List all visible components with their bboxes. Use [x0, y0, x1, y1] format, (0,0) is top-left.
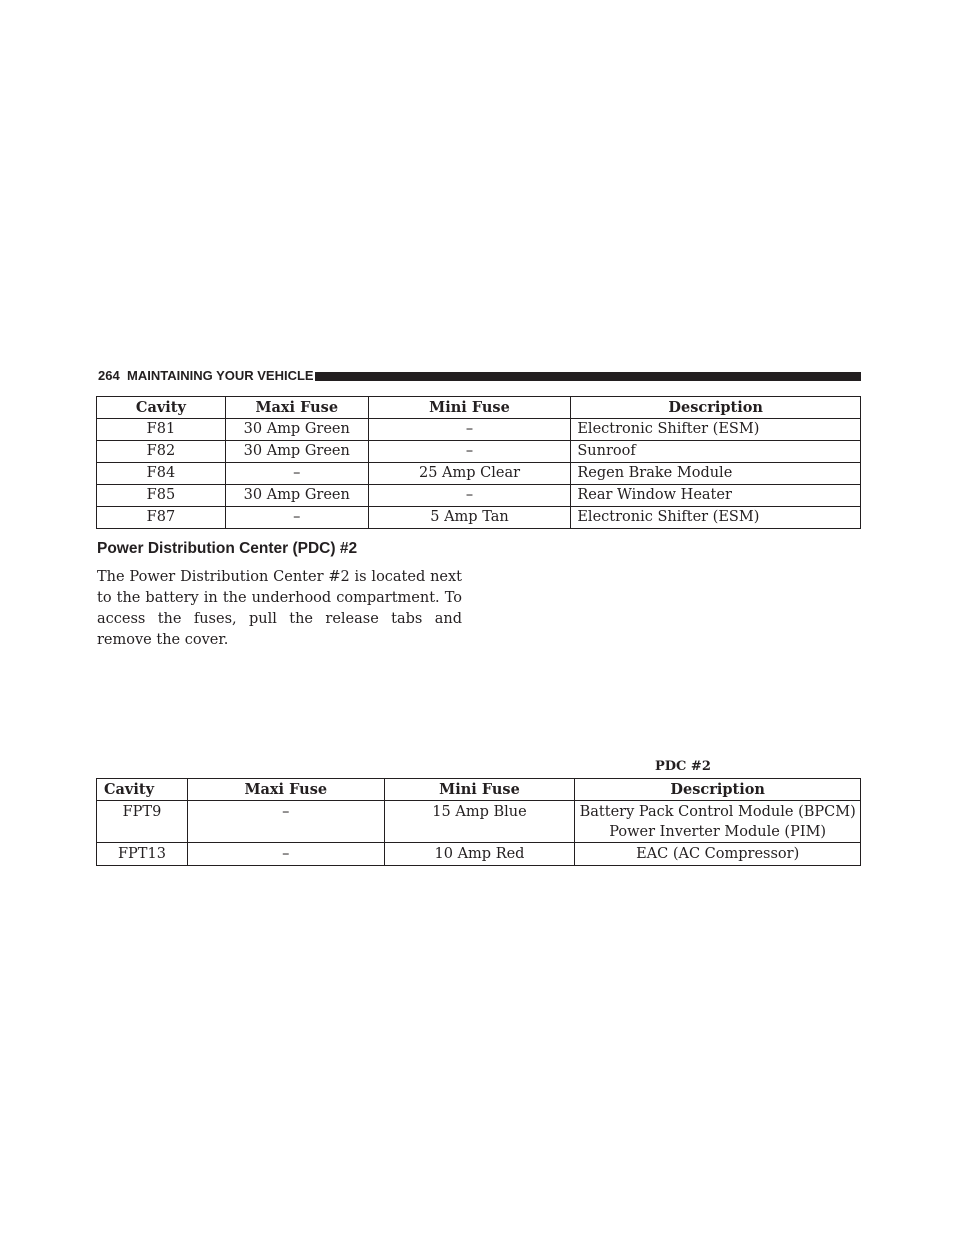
column-header-cavity: Cavity — [97, 397, 226, 419]
maxi-fuse-cell: – — [225, 507, 368, 529]
header-rule — [315, 372, 861, 381]
table-row — [97, 507, 861, 529]
body-paragraph: The Power Distribution Center #2 is located next to the battery in the underhood compartment. To access the fuses, pull the release tabs and remove the cover. — [97, 569, 462, 648]
maxi-fuse-cell: – — [187, 801, 384, 843]
table-row — [97, 419, 861, 441]
mini-fuse-cell: – — [368, 419, 571, 441]
column-header-maxi-fuse: Maxi Fuse — [225, 397, 368, 419]
description-cell: Electronic Shifter (ESM) — [571, 507, 861, 529]
description-cell — [575, 801, 861, 843]
column-header-maxi-fuse: Maxi Fuse — [187, 779, 384, 801]
cavity-cell: F82 — [97, 441, 226, 463]
cavity-cell: F81 — [97, 419, 226, 441]
table-row — [97, 485, 861, 507]
column-header-description: Description — [575, 779, 861, 801]
cavity-cell: FPT9 — [97, 801, 188, 843]
mini-fuse-cell: 15 Amp Blue — [384, 801, 575, 843]
section-heading: Power Distribution Center (PDC) #2 — [97, 540, 358, 557]
table-row — [97, 441, 861, 463]
description-line: EAC (AC Compressor) — [636, 846, 800, 862]
table-row — [97, 463, 861, 485]
table-header-row — [97, 397, 861, 419]
mini-fuse-cell: 25 Amp Clear — [368, 463, 571, 485]
table-row — [97, 843, 861, 866]
column-header-description: Description — [571, 397, 861, 419]
maxi-fuse-cell: – — [187, 843, 384, 866]
description-cell: Rear Window Heater — [571, 485, 861, 507]
description-line: Power Inverter Module (PIM) — [609, 824, 827, 840]
description-line: Battery Pack Control Module (BPCM) — [579, 804, 856, 820]
description-cell: Sunroof — [571, 441, 861, 463]
page-number: 264 — [98, 368, 120, 383]
description-cell — [575, 843, 861, 866]
maxi-fuse-cell: – — [225, 463, 368, 485]
figure-caption: PDC #2 — [655, 759, 711, 774]
maxi-fuse-cell: 30 Amp Green — [225, 441, 368, 463]
mini-fuse-cell: – — [368, 441, 571, 463]
mini-fuse-cell: 10 Amp Red — [384, 843, 575, 866]
column-header-mini-fuse: Mini Fuse — [368, 397, 571, 419]
cavity-cell: FPT13 — [97, 843, 188, 866]
column-header-mini-fuse: Mini Fuse — [384, 779, 575, 801]
description-cell: Electronic Shifter (ESM) — [571, 419, 861, 441]
maxi-fuse-cell: 30 Amp Green — [225, 419, 368, 441]
section-title: MAINTAINING YOUR VEHICLE — [127, 368, 314, 383]
page-header — [96, 367, 861, 385]
cavity-cell: F84 — [97, 463, 226, 485]
cavity-cell: F85 — [97, 485, 226, 507]
description-cell: Regen Brake Module — [571, 463, 861, 485]
maxi-fuse-cell: 30 Amp Green — [225, 485, 368, 507]
fuse-table-pdc-1 — [96, 396, 861, 529]
mini-fuse-cell: 5 Amp Tan — [368, 507, 571, 529]
table-row — [97, 801, 861, 843]
column-header-cavity: Cavity — [97, 779, 188, 801]
mini-fuse-cell: – — [368, 485, 571, 507]
table-header-row — [97, 779, 861, 801]
cavity-cell: F87 — [97, 507, 226, 529]
fuse-table-pdc-2 — [96, 778, 861, 866]
